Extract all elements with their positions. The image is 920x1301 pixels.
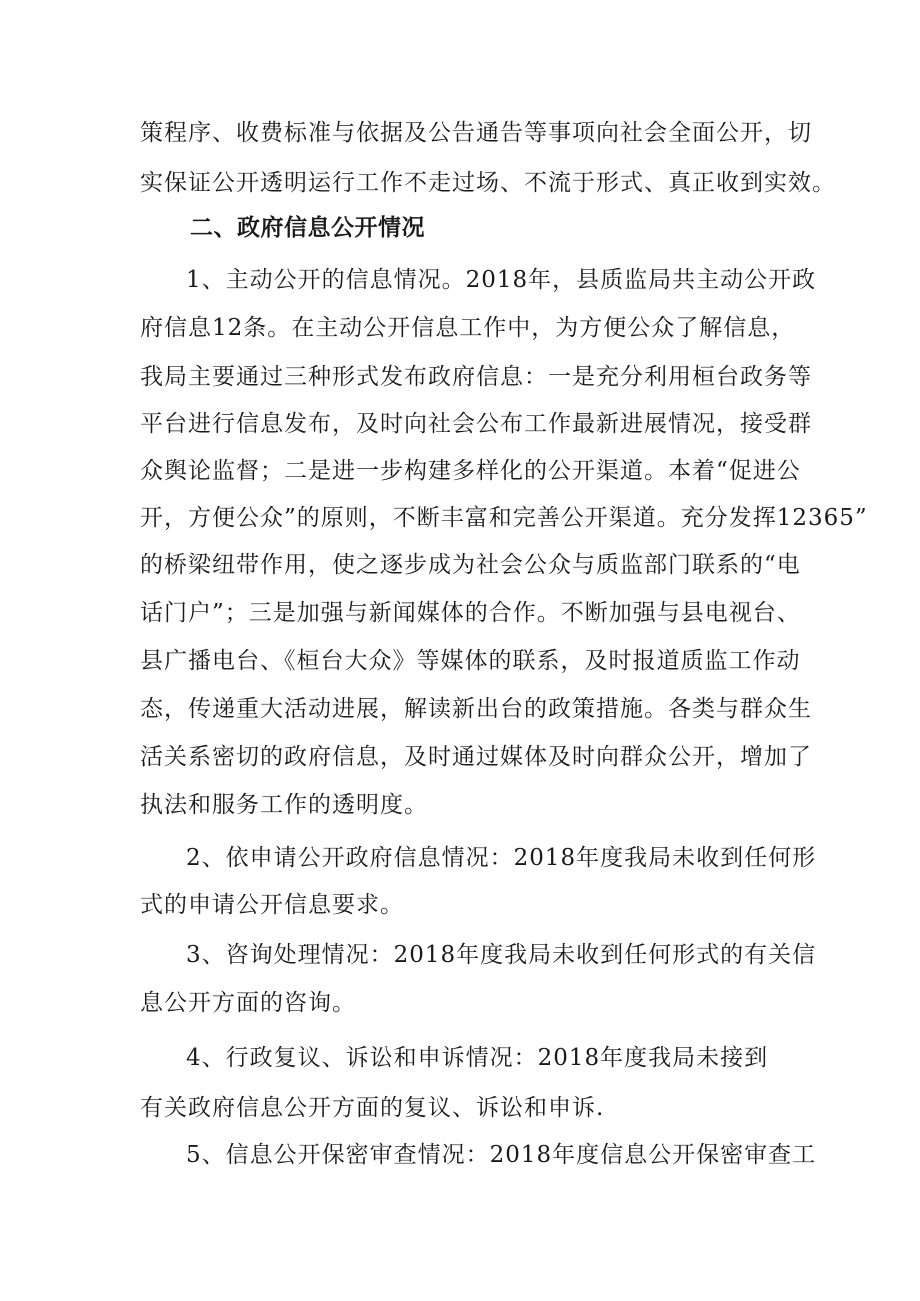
body-text-line: 众舆论监督；二是进一步构建多样化的公开渠道。本着“促进公 [140,458,801,484]
body-text-line: 县广播电台、《桓台大众》等媒体的联系，及时报道质监工作动 [140,648,801,674]
body-text-line: 有关政府信息公开方面的复议、诉讼和申诉. [140,1095,605,1121]
body-text-line: 1、主动公开的信息情况。2018年，县质监局共主动公开政 [186,267,817,293]
body-text-line: 态，传递重大活动进展，解读新出台的政策措施。各类与群众生 [140,696,812,722]
body-text-line: 活关系密切的政府信息，及时通过媒体及时向群众公开，增加了 [140,744,812,770]
body-text-line: 府信息12条。在主动公开信息工作中，为方便公众了解信息， [140,315,796,341]
body-text-line: 话门户”；三是加强与新闻媒体的合作。不断加强与县电视台、 [140,600,801,626]
body-text-line: 息公开方面的咨询。 [140,990,356,1016]
body-text-line: 式的申请公开信息要求。 [140,892,404,918]
body-text-line: 我局主要通过三种形式发布政府信息：一是充分利用桓台政务等 [140,364,812,390]
body-text-line: 3、咨询处理情况：2018年度我局未收到任何形式的有关信 [186,942,817,968]
body-text-line: 策程序、收费标准与依据及公告通告等事项向社会全面公开，切 [140,120,812,146]
body-text-line: 开，方便公众”的原则，不断丰富和完善公开渠道。充分发挥12365” [140,505,868,531]
body-text-line: 平台进行信息发布，及时向社会公布工作最新进展情况，接受群 [140,411,812,437]
body-text-line: 执法和服务工作的透明度。 [140,792,428,818]
body-text-line: 的桥梁纽带作用，使之逐步成为社会公众与质监部门联系的“电 [140,552,801,578]
body-text-line: 5、信息公开保密审查情况：2018年度信息公开保密审查工 [186,1142,817,1168]
section-heading: 二、政府信息公开情况 [190,215,425,241]
body-text-line: 2、依申请公开政府信息情况：2018年度我局未收到任何形 [186,845,817,871]
body-text-line: 实保证公开透明运行工作不走过场、不流于形式、真正收到实效。 [140,170,836,196]
body-text-line: 4、行政复议、诉讼和申诉情况：2018年度我局未接到 [186,1045,769,1071]
